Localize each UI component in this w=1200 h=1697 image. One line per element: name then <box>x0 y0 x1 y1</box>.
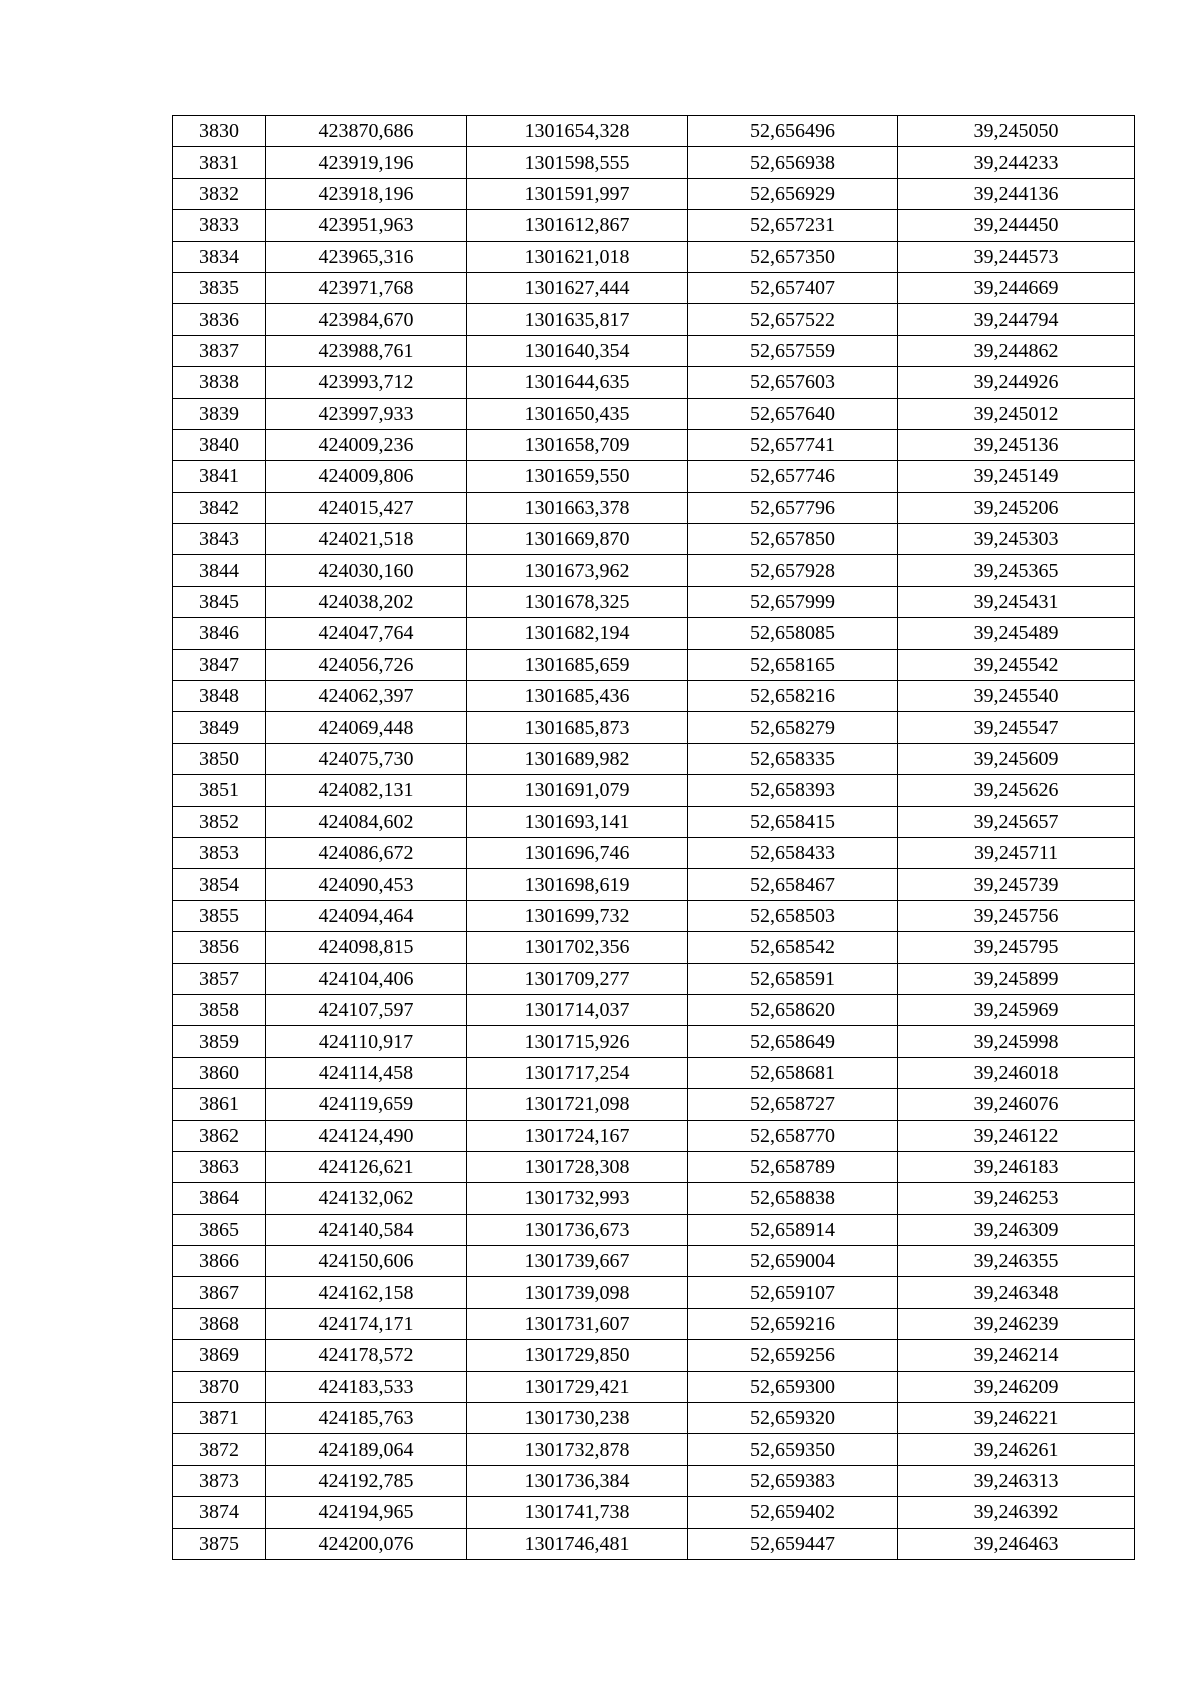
point-number-cell: 3831 <box>173 147 266 178</box>
table-row <box>173 272 1135 303</box>
x-coordinate-cell: 424185,763 <box>266 1403 467 1434</box>
longitude-cell: 39,246209 <box>898 1371 1135 1402</box>
x-coordinate-cell: 424086,672 <box>266 837 467 868</box>
table-body <box>173 116 1135 1560</box>
table-row <box>173 1277 1135 1308</box>
point-number-cell: 3838 <box>173 367 266 398</box>
x-coordinate-cell: 424192,785 <box>266 1465 467 1496</box>
point-number-cell: 3843 <box>173 524 266 555</box>
y-coordinate-cell: 1301685,873 <box>467 712 688 743</box>
table-row <box>173 712 1135 743</box>
y-coordinate-cell: 1301741,738 <box>467 1497 688 1528</box>
y-coordinate-cell: 1301591,997 <box>467 178 688 209</box>
latitude-cell: 52,659216 <box>688 1308 898 1339</box>
latitude-cell: 52,657928 <box>688 555 898 586</box>
y-coordinate-cell: 1301691,079 <box>467 775 688 806</box>
y-coordinate-cell: 1301736,673 <box>467 1214 688 1245</box>
longitude-cell: 39,245489 <box>898 618 1135 649</box>
longitude-cell: 39,246018 <box>898 1057 1135 1088</box>
latitude-cell: 52,657640 <box>688 398 898 429</box>
longitude-cell: 39,245739 <box>898 869 1135 900</box>
latitude-cell: 52,658393 <box>688 775 898 806</box>
x-coordinate-cell: 424194,965 <box>266 1497 467 1528</box>
latitude-cell: 52,657350 <box>688 241 898 272</box>
point-number-cell: 3835 <box>173 272 266 303</box>
point-number-cell: 3871 <box>173 1403 266 1434</box>
point-number-cell: 3868 <box>173 1308 266 1339</box>
longitude-cell: 39,245149 <box>898 461 1135 492</box>
x-coordinate-cell: 424110,917 <box>266 1026 467 1057</box>
table-row <box>173 1151 1135 1182</box>
latitude-cell: 52,658085 <box>688 618 898 649</box>
point-number-cell: 3834 <box>173 241 266 272</box>
x-coordinate-cell: 423965,316 <box>266 241 467 272</box>
point-number-cell: 3862 <box>173 1120 266 1151</box>
latitude-cell: 52,657999 <box>688 586 898 617</box>
y-coordinate-cell: 1301729,421 <box>467 1371 688 1402</box>
latitude-cell: 52,659350 <box>688 1434 898 1465</box>
longitude-cell: 39,246122 <box>898 1120 1135 1151</box>
longitude-cell: 39,246463 <box>898 1528 1135 1559</box>
y-coordinate-cell: 1301663,378 <box>467 492 688 523</box>
latitude-cell: 52,659300 <box>688 1371 898 1402</box>
table-row <box>173 1026 1135 1057</box>
latitude-cell: 52,659107 <box>688 1277 898 1308</box>
table-row <box>173 116 1135 147</box>
x-coordinate-cell: 424162,158 <box>266 1277 467 1308</box>
y-coordinate-cell: 1301715,926 <box>467 1026 688 1057</box>
latitude-cell: 52,658415 <box>688 806 898 837</box>
table-row <box>173 241 1135 272</box>
table-row <box>173 932 1135 963</box>
x-coordinate-cell: 424098,815 <box>266 932 467 963</box>
longitude-cell: 39,245609 <box>898 743 1135 774</box>
x-coordinate-cell: 424189,064 <box>266 1434 467 1465</box>
latitude-cell: 52,659004 <box>688 1246 898 1277</box>
y-coordinate-cell: 1301640,354 <box>467 335 688 366</box>
table-row <box>173 147 1135 178</box>
x-coordinate-cell: 424009,236 <box>266 429 467 460</box>
x-coordinate-cell: 424056,726 <box>266 649 467 680</box>
x-coordinate-cell: 423997,933 <box>266 398 467 429</box>
latitude-cell: 52,659383 <box>688 1465 898 1496</box>
y-coordinate-cell: 1301709,277 <box>467 963 688 994</box>
latitude-cell: 52,657522 <box>688 304 898 335</box>
table-row <box>173 869 1135 900</box>
table-row <box>173 1057 1135 1088</box>
table-row <box>173 178 1135 209</box>
table-row <box>173 586 1135 617</box>
latitude-cell: 52,657746 <box>688 461 898 492</box>
table-row <box>173 837 1135 868</box>
longitude-cell: 39,246076 <box>898 1089 1135 1120</box>
point-number-cell: 3874 <box>173 1497 266 1528</box>
longitude-cell: 39,245136 <box>898 429 1135 460</box>
y-coordinate-cell: 1301729,850 <box>467 1340 688 1371</box>
table-row <box>173 429 1135 460</box>
longitude-cell: 39,244450 <box>898 210 1135 241</box>
x-coordinate-cell: 424132,062 <box>266 1183 467 1214</box>
longitude-cell: 39,245657 <box>898 806 1135 837</box>
latitude-cell: 52,659320 <box>688 1403 898 1434</box>
y-coordinate-cell: 1301598,555 <box>467 147 688 178</box>
point-number-cell: 3867 <box>173 1277 266 1308</box>
point-number-cell: 3846 <box>173 618 266 649</box>
y-coordinate-cell: 1301699,732 <box>467 900 688 931</box>
y-coordinate-cell: 1301728,308 <box>467 1151 688 1182</box>
latitude-cell: 52,656496 <box>688 116 898 147</box>
table-row <box>173 1497 1135 1528</box>
point-number-cell: 3863 <box>173 1151 266 1182</box>
point-number-cell: 3864 <box>173 1183 266 1214</box>
y-coordinate-cell: 1301654,328 <box>467 116 688 147</box>
latitude-cell: 52,657603 <box>688 367 898 398</box>
longitude-cell: 39,245206 <box>898 492 1135 523</box>
y-coordinate-cell: 1301739,098 <box>467 1277 688 1308</box>
table-row <box>173 555 1135 586</box>
latitude-cell: 52,658620 <box>688 994 898 1025</box>
point-number-cell: 3866 <box>173 1246 266 1277</box>
x-coordinate-cell: 424030,160 <box>266 555 467 586</box>
y-coordinate-cell: 1301736,384 <box>467 1465 688 1496</box>
latitude-cell: 52,659402 <box>688 1497 898 1528</box>
latitude-cell: 52,658216 <box>688 681 898 712</box>
x-coordinate-cell: 424183,533 <box>266 1371 467 1402</box>
point-number-cell: 3869 <box>173 1340 266 1371</box>
x-coordinate-cell: 424075,730 <box>266 743 467 774</box>
latitude-cell: 52,657741 <box>688 429 898 460</box>
y-coordinate-cell: 1301731,607 <box>467 1308 688 1339</box>
latitude-cell: 52,658467 <box>688 869 898 900</box>
longitude-cell: 39,246313 <box>898 1465 1135 1496</box>
x-coordinate-cell: 424150,606 <box>266 1246 467 1277</box>
latitude-cell: 52,658914 <box>688 1214 898 1245</box>
latitude-cell: 52,658335 <box>688 743 898 774</box>
x-coordinate-cell: 424038,202 <box>266 586 467 617</box>
point-number-cell: 3839 <box>173 398 266 429</box>
table-row <box>173 1120 1135 1151</box>
x-coordinate-cell: 424124,490 <box>266 1120 467 1151</box>
table-row <box>173 1183 1135 1214</box>
point-number-cell: 3851 <box>173 775 266 806</box>
table-row <box>173 1528 1135 1559</box>
point-number-cell: 3861 <box>173 1089 266 1120</box>
table-row <box>173 210 1135 241</box>
x-coordinate-cell: 423951,963 <box>266 210 467 241</box>
latitude-cell: 52,657796 <box>688 492 898 523</box>
longitude-cell: 39,246214 <box>898 1340 1135 1371</box>
y-coordinate-cell: 1301732,993 <box>467 1183 688 1214</box>
point-number-cell: 3853 <box>173 837 266 868</box>
point-number-cell: 3841 <box>173 461 266 492</box>
table-row <box>173 743 1135 774</box>
latitude-cell: 52,658838 <box>688 1183 898 1214</box>
table-row <box>173 1371 1135 1402</box>
longitude-cell: 39,246348 <box>898 1277 1135 1308</box>
latitude-cell: 52,658727 <box>688 1089 898 1120</box>
x-coordinate-cell: 424047,764 <box>266 618 467 649</box>
longitude-cell: 39,246239 <box>898 1308 1135 1339</box>
x-coordinate-cell: 424069,448 <box>266 712 467 743</box>
table-row <box>173 963 1135 994</box>
x-coordinate-cell: 424178,572 <box>266 1340 467 1371</box>
latitude-cell: 52,656938 <box>688 147 898 178</box>
latitude-cell: 52,657850 <box>688 524 898 555</box>
table-row <box>173 994 1135 1025</box>
y-coordinate-cell: 1301730,238 <box>467 1403 688 1434</box>
point-number-cell: 3837 <box>173 335 266 366</box>
latitude-cell: 52,658542 <box>688 932 898 963</box>
y-coordinate-cell: 1301612,867 <box>467 210 688 241</box>
table-row <box>173 649 1135 680</box>
table-row <box>173 1308 1135 1339</box>
table-row <box>173 492 1135 523</box>
x-coordinate-cell: 424140,584 <box>266 1214 467 1245</box>
y-coordinate-cell: 1301650,435 <box>467 398 688 429</box>
longitude-cell: 39,245626 <box>898 775 1135 806</box>
x-coordinate-cell: 424200,076 <box>266 1528 467 1559</box>
point-number-cell: 3860 <box>173 1057 266 1088</box>
table-row <box>173 367 1135 398</box>
point-number-cell: 3848 <box>173 681 266 712</box>
y-coordinate-cell: 1301702,356 <box>467 932 688 963</box>
x-coordinate-cell: 424119,659 <box>266 1089 467 1120</box>
latitude-cell: 52,657407 <box>688 272 898 303</box>
table-row <box>173 900 1135 931</box>
point-number-cell: 3850 <box>173 743 266 774</box>
x-coordinate-cell: 424104,406 <box>266 963 467 994</box>
y-coordinate-cell: 1301732,878 <box>467 1434 688 1465</box>
x-coordinate-cell: 424084,602 <box>266 806 467 837</box>
table-row <box>173 1089 1135 1120</box>
longitude-cell: 39,245540 <box>898 681 1135 712</box>
x-coordinate-cell: 424009,806 <box>266 461 467 492</box>
x-coordinate-cell: 424021,518 <box>266 524 467 555</box>
table-row <box>173 618 1135 649</box>
longitude-cell: 39,245969 <box>898 994 1135 1025</box>
longitude-cell: 39,244573 <box>898 241 1135 272</box>
y-coordinate-cell: 1301746,481 <box>467 1528 688 1559</box>
x-coordinate-cell: 424015,427 <box>266 492 467 523</box>
longitude-cell: 39,245303 <box>898 524 1135 555</box>
latitude-cell: 52,657559 <box>688 335 898 366</box>
table-row <box>173 681 1135 712</box>
latitude-cell: 52,658649 <box>688 1026 898 1057</box>
latitude-cell: 52,658591 <box>688 963 898 994</box>
point-number-cell: 3833 <box>173 210 266 241</box>
longitude-cell: 39,245365 <box>898 555 1135 586</box>
point-number-cell: 3859 <box>173 1026 266 1057</box>
x-coordinate-cell: 424090,453 <box>266 869 467 900</box>
longitude-cell: 39,245542 <box>898 649 1135 680</box>
y-coordinate-cell: 1301714,037 <box>467 994 688 1025</box>
y-coordinate-cell: 1301669,870 <box>467 524 688 555</box>
point-number-cell: 3832 <box>173 178 266 209</box>
point-number-cell: 3875 <box>173 1528 266 1559</box>
y-coordinate-cell: 1301635,817 <box>467 304 688 335</box>
table-row <box>173 335 1135 366</box>
point-number-cell: 3844 <box>173 555 266 586</box>
y-coordinate-cell: 1301644,635 <box>467 367 688 398</box>
point-number-cell: 3855 <box>173 900 266 931</box>
longitude-cell: 39,244233 <box>898 147 1135 178</box>
table-row <box>173 1434 1135 1465</box>
point-number-cell: 3845 <box>173 586 266 617</box>
longitude-cell: 39,246355 <box>898 1246 1135 1277</box>
point-number-cell: 3840 <box>173 429 266 460</box>
x-coordinate-cell: 424062,397 <box>266 681 467 712</box>
y-coordinate-cell: 1301696,746 <box>467 837 688 868</box>
longitude-cell: 39,245050 <box>898 116 1135 147</box>
y-coordinate-cell: 1301698,619 <box>467 869 688 900</box>
latitude-cell: 52,658433 <box>688 837 898 868</box>
y-coordinate-cell: 1301627,444 <box>467 272 688 303</box>
longitude-cell: 39,246392 <box>898 1497 1135 1528</box>
y-coordinate-cell: 1301678,325 <box>467 586 688 617</box>
point-number-cell: 3842 <box>173 492 266 523</box>
longitude-cell: 39,246253 <box>898 1183 1135 1214</box>
x-coordinate-cell: 423984,670 <box>266 304 467 335</box>
x-coordinate-cell: 424174,171 <box>266 1308 467 1339</box>
y-coordinate-cell: 1301621,018 <box>467 241 688 272</box>
longitude-cell: 39,244136 <box>898 178 1135 209</box>
longitude-cell: 39,244669 <box>898 272 1135 303</box>
y-coordinate-cell: 1301689,982 <box>467 743 688 774</box>
x-coordinate-cell: 423918,196 <box>266 178 467 209</box>
coordinates-table <box>172 115 1135 1560</box>
y-coordinate-cell: 1301717,254 <box>467 1057 688 1088</box>
longitude-cell: 39,244926 <box>898 367 1135 398</box>
latitude-cell: 52,656929 <box>688 178 898 209</box>
x-coordinate-cell: 423988,761 <box>266 335 467 366</box>
point-number-cell: 3872 <box>173 1434 266 1465</box>
longitude-cell: 39,245012 <box>898 398 1135 429</box>
y-coordinate-cell: 1301739,667 <box>467 1246 688 1277</box>
latitude-cell: 52,659256 <box>688 1340 898 1371</box>
point-number-cell: 3854 <box>173 869 266 900</box>
y-coordinate-cell: 1301721,098 <box>467 1089 688 1120</box>
longitude-cell: 39,245998 <box>898 1026 1135 1057</box>
longitude-cell: 39,246261 <box>898 1434 1135 1465</box>
x-coordinate-cell: 424126,621 <box>266 1151 467 1182</box>
table-row <box>173 775 1135 806</box>
table-row <box>173 1214 1135 1245</box>
y-coordinate-cell: 1301659,550 <box>467 461 688 492</box>
table-row <box>173 1465 1135 1496</box>
x-coordinate-cell: 423971,768 <box>266 272 467 303</box>
point-number-cell: 3852 <box>173 806 266 837</box>
longitude-cell: 39,245756 <box>898 900 1135 931</box>
latitude-cell: 52,658279 <box>688 712 898 743</box>
table-row <box>173 461 1135 492</box>
latitude-cell: 52,658681 <box>688 1057 898 1088</box>
x-coordinate-cell: 423919,196 <box>266 147 467 178</box>
y-coordinate-cell: 1301673,962 <box>467 555 688 586</box>
point-number-cell: 3858 <box>173 994 266 1025</box>
x-coordinate-cell: 423870,686 <box>266 116 467 147</box>
table-row <box>173 524 1135 555</box>
x-coordinate-cell: 424082,131 <box>266 775 467 806</box>
point-number-cell: 3836 <box>173 304 266 335</box>
y-coordinate-cell: 1301724,167 <box>467 1120 688 1151</box>
x-coordinate-cell: 424107,597 <box>266 994 467 1025</box>
longitude-cell: 39,245431 <box>898 586 1135 617</box>
latitude-cell: 52,657231 <box>688 210 898 241</box>
table-row <box>173 398 1135 429</box>
x-coordinate-cell: 423993,712 <box>266 367 467 398</box>
point-number-cell: 3873 <box>173 1465 266 1496</box>
table-row <box>173 1246 1135 1277</box>
table-row <box>173 1340 1135 1371</box>
point-number-cell: 3870 <box>173 1371 266 1402</box>
point-number-cell: 3849 <box>173 712 266 743</box>
y-coordinate-cell: 1301658,709 <box>467 429 688 460</box>
y-coordinate-cell: 1301693,141 <box>467 806 688 837</box>
longitude-cell: 39,244794 <box>898 304 1135 335</box>
x-coordinate-cell: 424114,458 <box>266 1057 467 1088</box>
point-number-cell: 3830 <box>173 116 266 147</box>
table-row <box>173 806 1135 837</box>
point-number-cell: 3857 <box>173 963 266 994</box>
table-row <box>173 1403 1135 1434</box>
y-coordinate-cell: 1301685,436 <box>467 681 688 712</box>
longitude-cell: 39,245547 <box>898 712 1135 743</box>
latitude-cell: 52,658165 <box>688 649 898 680</box>
point-number-cell: 3856 <box>173 932 266 963</box>
longitude-cell: 39,246309 <box>898 1214 1135 1245</box>
longitude-cell: 39,246221 <box>898 1403 1135 1434</box>
latitude-cell: 52,659447 <box>688 1528 898 1559</box>
y-coordinate-cell: 1301685,659 <box>467 649 688 680</box>
table-row <box>173 304 1135 335</box>
longitude-cell: 39,244862 <box>898 335 1135 366</box>
point-number-cell: 3847 <box>173 649 266 680</box>
longitude-cell: 39,245711 <box>898 837 1135 868</box>
point-number-cell: 3865 <box>173 1214 266 1245</box>
latitude-cell: 52,658770 <box>688 1120 898 1151</box>
latitude-cell: 52,658789 <box>688 1151 898 1182</box>
longitude-cell: 39,246183 <box>898 1151 1135 1182</box>
longitude-cell: 39,245795 <box>898 932 1135 963</box>
x-coordinate-cell: 424094,464 <box>266 900 467 931</box>
y-coordinate-cell: 1301682,194 <box>467 618 688 649</box>
latitude-cell: 52,658503 <box>688 900 898 931</box>
longitude-cell: 39,245899 <box>898 963 1135 994</box>
